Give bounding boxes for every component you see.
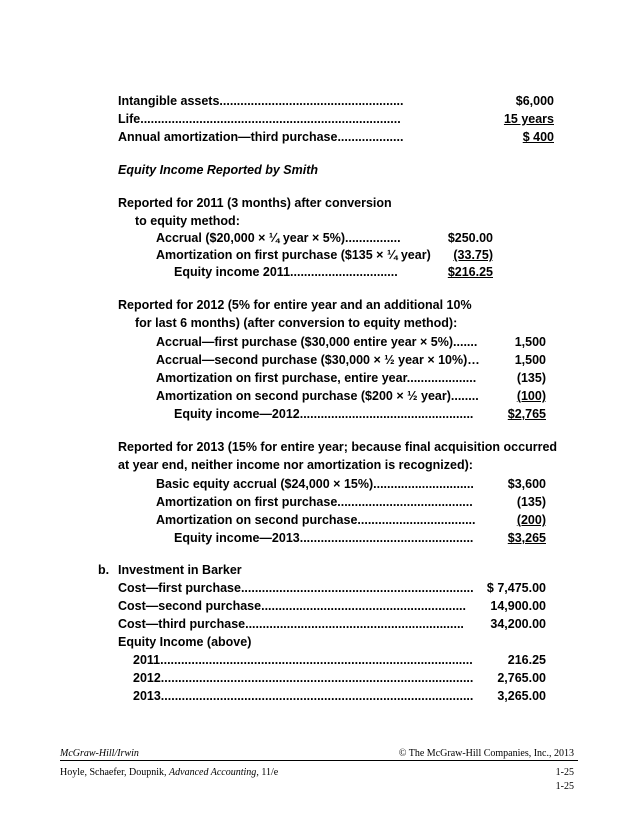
y2012-accrual-first-value: 1,500 bbox=[514, 335, 546, 349]
y2012-intro-1: Reported for 2012 (5% for entire year and an additional 10% bbox=[118, 298, 472, 312]
cost-second-value: 14,900.00 bbox=[490, 599, 546, 613]
y2011-amortization-value: (33.75) bbox=[453, 248, 493, 262]
y2012-amort-second-label: Amortization on second purchase ($200 × ½ year)........ bbox=[156, 389, 479, 403]
part-b-label: b. bbox=[98, 563, 110, 577]
part-b-title: Investment in Barker bbox=[118, 563, 242, 577]
equity-2013-value: 3,265.00 bbox=[497, 689, 546, 703]
equity-2011-label: 2011.......................................................................................... bbox=[133, 653, 473, 667]
y2013-amort-first-label: Amortization on first purchase....................................... bbox=[156, 495, 473, 509]
y2013-amort-second-value: (200) bbox=[516, 513, 546, 527]
equity-income-above-label: Equity Income (above) bbox=[118, 635, 252, 649]
cost-third-label: Cost—third purchase............................................................... bbox=[118, 617, 464, 631]
y2012-amort-second-value: (100) bbox=[516, 389, 546, 403]
footer-copyright: © The McGraw-Hill Companies, Inc., 2013 bbox=[398, 748, 574, 759]
footer-page-number-2: 1-25 bbox=[555, 781, 574, 792]
y2012-equity-income-label: Equity income—2012.................................................. bbox=[174, 407, 474, 421]
footer-authors: Hoyle, Schaefer, Doupnik, Advanced Accounting, 11/e bbox=[60, 767, 279, 778]
y2013-basic-accrual-value: $3,600 bbox=[507, 477, 546, 491]
equity-2012-value: 2,765.00 bbox=[497, 671, 546, 685]
y2013-intro-2: at year end, neither income nor amortization is recognized): bbox=[118, 458, 473, 472]
life-label: Life........................................................................... bbox=[118, 112, 401, 126]
equity-2013-label: 2013.......................................................................................... bbox=[133, 689, 474, 703]
y2013-equity-income-label: Equity income—2013.................................................. bbox=[174, 531, 474, 545]
cost-first-label: Cost—first purchase................................................................... bbox=[118, 581, 474, 595]
y2011-equity-income-value: $216.25 bbox=[447, 265, 493, 279]
y2012-equity-income-value: $2,765 bbox=[507, 407, 546, 421]
y2012-accrual-first-label: Accrual—first purchase ($30,000 entire year × 5%)....... bbox=[156, 335, 478, 349]
y2013-equity-income-value: $3,265 bbox=[507, 531, 546, 545]
y2013-amort-first-value: (135) bbox=[516, 495, 546, 509]
y2013-intro-1: Reported for 2013 (15% for entire year; because final acquisition occurred bbox=[118, 440, 558, 454]
cost-second-label: Cost—second purchase........................................................... bbox=[118, 599, 466, 613]
y2011-equity-income-label: Equity income 2011............................... bbox=[174, 265, 398, 279]
y2012-accrual-second-label: Accrual—second purchase ($30,000 × ½ year × 10%)… bbox=[156, 353, 480, 367]
y2012-amort-first-value: (135) bbox=[516, 371, 546, 385]
y2013-basic-accrual-label: Basic equity accrual ($24,000 × 15%)............................. bbox=[156, 477, 474, 491]
cost-third-value: 34,200.00 bbox=[490, 617, 546, 631]
y2012-amort-first-label: Amortization on first purchase, entire year.................... bbox=[156, 371, 477, 385]
footer-publisher: McGraw-Hill/Irwin bbox=[60, 748, 139, 759]
y2012-intro-2: for last 6 months) (after conversion to equity method): bbox=[135, 316, 458, 330]
y2011-intro-2: to equity method: bbox=[135, 214, 240, 228]
y2011-accrual-label: Accrual ($20,000 × ¼ year × 5%)................ bbox=[156, 231, 401, 245]
y2013-amort-second-label: Amortization on second purchase.................................. bbox=[156, 513, 476, 527]
equity-income-heading: Equity Income Reported by Smith bbox=[118, 163, 319, 177]
y2011-intro-1: Reported for 2011 (3 months) after conversion bbox=[118, 196, 392, 210]
intangible-assets-label: Intangible assets..................................................... bbox=[118, 94, 404, 108]
equity-2012-label: 2012.......................................................................................... bbox=[133, 671, 474, 685]
y2011-amortization-label: Amortization on first purchase ($135 × ¼ year) bbox=[156, 248, 431, 262]
footer-page-number: 1-25 bbox=[555, 767, 574, 778]
intangible-assets-value: $6,000 bbox=[515, 94, 554, 108]
y2011-accrual-value: $250.00 bbox=[447, 231, 493, 245]
cost-first-value: $ 7,475.00 bbox=[486, 581, 546, 595]
annual-amortization-value: $ 400 bbox=[522, 130, 554, 144]
life-value: 15 years bbox=[503, 112, 554, 126]
y2012-accrual-second-value: 1,500 bbox=[514, 353, 546, 367]
annual-amortization-label: Annual amortization—third purchase................... bbox=[118, 130, 404, 144]
footer-divider bbox=[60, 760, 578, 761]
equity-2011-value: 216.25 bbox=[507, 653, 546, 667]
